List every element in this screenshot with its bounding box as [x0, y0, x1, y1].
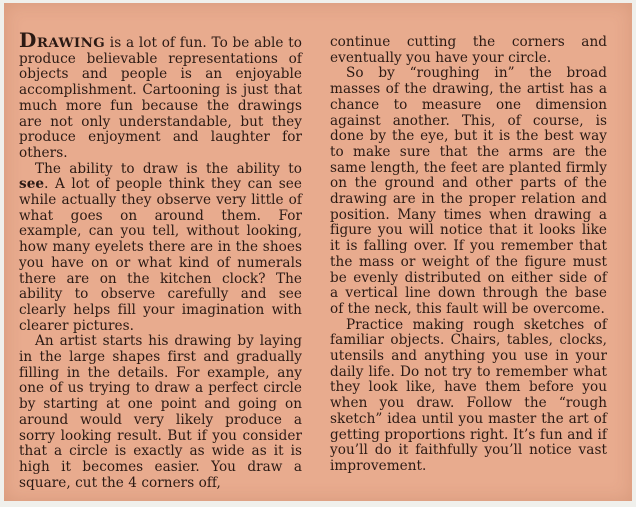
paragraph-text: Practice making rough sketches of familiar objects. Chairs, tables, clocks, utensils and anything you use in your daily life. Do not try to remember what they look like, have them before you when you draw. Follow the “rough sketch” idea until you master the art of getting proportions right. It’s fun and if you’ll do it faithfully you’ll notice vast improvement.	[330, 316, 607, 474]
paragraph-continuation	[330, 35, 607, 66]
paragraph-see	[19, 162, 302, 335]
paragraph-text: is a lot of fun. To be able to produce believable representations of objects and people is an enjoyable accomplishment. Cartooning is just that much more fun because the drawings are not only understandable, but they produce enjoyment and laughter for others.	[19, 35, 302, 161]
left-column	[19, 28, 302, 491]
paragraph-text: So by “roughing in” the broad masses of the drawing, the artist has a chance to measure one dimension against another. This, of course, is done by the eye, but it is the best way to make sure that the arms are the same length, the feet are planted firmly on the ground and other parts of the drawing are in the proper relation and position. Many times when drawing a figure you will notice that it looks like it is falling over. If you remember that the mass or weight of the figure must be evenly distributed on either side of a vertical line down through the base of the neck, this fault will be overcome.	[330, 65, 607, 317]
lead-in-caps: RAWING	[36, 35, 106, 51]
drop-cap: D	[19, 28, 37, 52]
printed-page	[4, 3, 632, 501]
paragraph-text: The ability to draw is the ability to	[35, 160, 302, 177]
right-column	[330, 35, 607, 475]
paragraph-intro	[19, 28, 302, 162]
paragraph-text: continue cutting the corners and eventually you have your circle.	[330, 34, 607, 66]
paragraph-artist	[19, 334, 302, 491]
paragraph-roughing-in	[330, 66, 607, 317]
paragraph-practice	[330, 318, 607, 475]
emphasis-see: see	[19, 176, 45, 193]
paragraph-text: An artist starts his drawing by laying in the large shapes first and gradually filling in the details. For example, any one of us trying to draw a perfect circle by starting at one point and going on around would very likely produce a sorry looking result. But if you consider that a circle is exactly as wide as it is high it becomes easier. You draw a square, cut the 4 corners off,	[19, 333, 302, 491]
paragraph-text: . A lot of people think they can see while actually they observe very little of what goes on around them. For example, can you tell, without looking, how many eyelets there are in the shoes you have on or what kind of numerals there are on the kitchen clock? The ability to observe carefully and see clearly helps fill your imagination with clearer pictures.	[19, 176, 302, 334]
